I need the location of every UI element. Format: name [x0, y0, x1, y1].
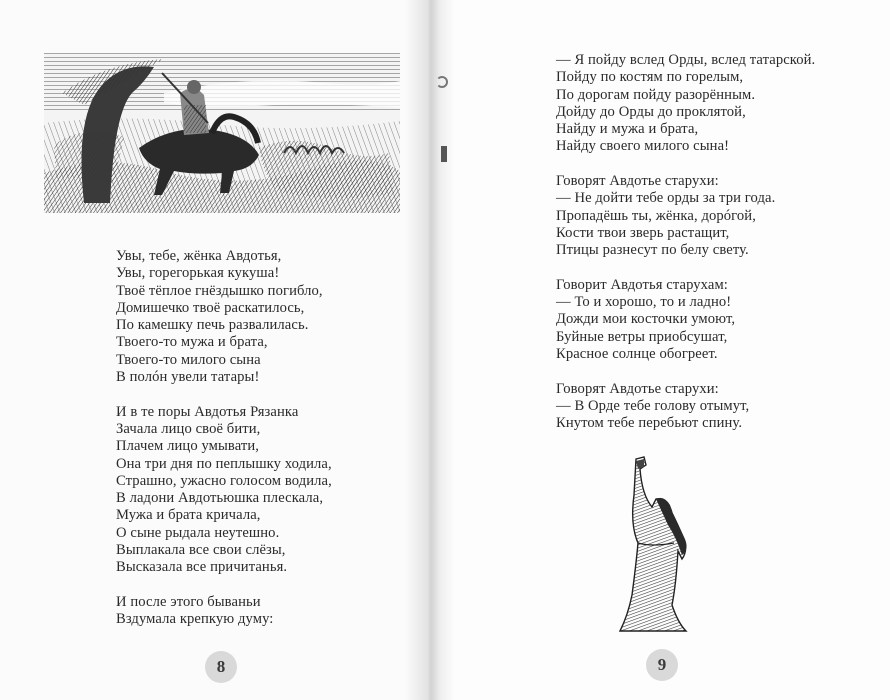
verse-line: И в те поры Авдотья Рязанка: [116, 403, 299, 420]
verse-line: Твоё тёплое гнёздышко погибло,: [116, 282, 323, 299]
verse-line: Кости твои зверь растащит,: [556, 224, 730, 241]
verse-line: Кнутом тебе перебьют спину.: [556, 415, 743, 432]
stanza-gap: [116, 386, 332, 403]
verse-line: Буйные ветры приобсушат,: [556, 328, 728, 345]
print-bleed-mark: [441, 146, 447, 162]
verse-line: Красное солнце обогреет.: [556, 346, 718, 363]
verse-line: Дойду до Орды до проклятой,: [556, 103, 746, 120]
verse-line: Говорят Авдотье старухи:: [556, 380, 719, 397]
page-number: 8: [205, 651, 237, 683]
verse-line: И после этого бываньи: [116, 593, 261, 610]
verse-line: Страшно, ужасно голосом водила,: [116, 472, 332, 489]
verse-line: Зачала лицо своё бити,: [116, 420, 261, 437]
verse-line: Твоего-то мужа и брата,: [116, 334, 268, 351]
verse-line: По камешку печь развалилась.: [116, 317, 309, 334]
woman-raised-fist-illustration: [612, 455, 694, 635]
print-bleed-mark: [436, 76, 448, 88]
verse-line: О сыне рыдала неутешно.: [116, 524, 280, 541]
verse-line: Домишечко твоё раскатилось,: [116, 299, 305, 316]
verse-line: Выплакала все свои слёзы,: [116, 542, 286, 559]
verse-line: Пойду по костям по горелым,: [556, 69, 744, 86]
verse-line: Говорят Авдотье старухи:: [556, 173, 719, 190]
stanza-gap: [556, 156, 815, 173]
verse-line: Дожди мои косточки умоют,: [556, 311, 736, 328]
verse-line: Увы, тебе, жёнка Авдотья,: [116, 248, 282, 264]
page-number: 9: [646, 649, 678, 681]
right-verse: [556, 52, 815, 433]
verse-line: Плачем лицо умывати,: [116, 438, 260, 455]
book-gutter: [405, 0, 455, 700]
verse-line: По дорогам пойду разорённым.: [556, 86, 756, 103]
verse-line: Найду своего милого сына!: [556, 138, 730, 155]
horseman-battle-illustration: [44, 53, 400, 213]
verse-line: — Я пойду вслед Орды, вслед татарской.: [556, 52, 816, 68]
verse-line: — То и хорошо, то и ладно!: [556, 294, 732, 311]
verse-line: — Не дойти тебе орды за три года.: [556, 190, 776, 207]
left-verse: [116, 248, 332, 629]
verse-line: — В Орде тебе голову отымут,: [556, 397, 750, 414]
verse-line: Она три дня по пеплышку ходила,: [116, 455, 332, 472]
verse-line: Говорит Авдотья старухам:: [556, 276, 728, 293]
stanza-gap: [556, 260, 815, 277]
verse-line: Птицы разнесут по белу свету.: [556, 242, 749, 259]
verse-line: В ладони Авдотьюшка плескала,: [116, 490, 324, 507]
verse-line: Мужа и брата кричала,: [116, 507, 261, 524]
verse-line: Найду и мужа и брата,: [556, 121, 699, 138]
verse-line: Пропадёшь ты, жёнка, дорóгой,: [556, 207, 756, 224]
stanza-gap: [556, 363, 815, 380]
verse-line: Вздумала крепкую думу:: [116, 611, 274, 628]
verse-line: Высказала все причитанья.: [116, 559, 288, 576]
verse-line: Твоего-то милого сына: [116, 351, 261, 368]
verse-line: Увы, горегорькая кукуша!: [116, 265, 280, 282]
verse-line: В полóн увели татары!: [116, 369, 260, 386]
stanza-gap: [116, 577, 332, 594]
